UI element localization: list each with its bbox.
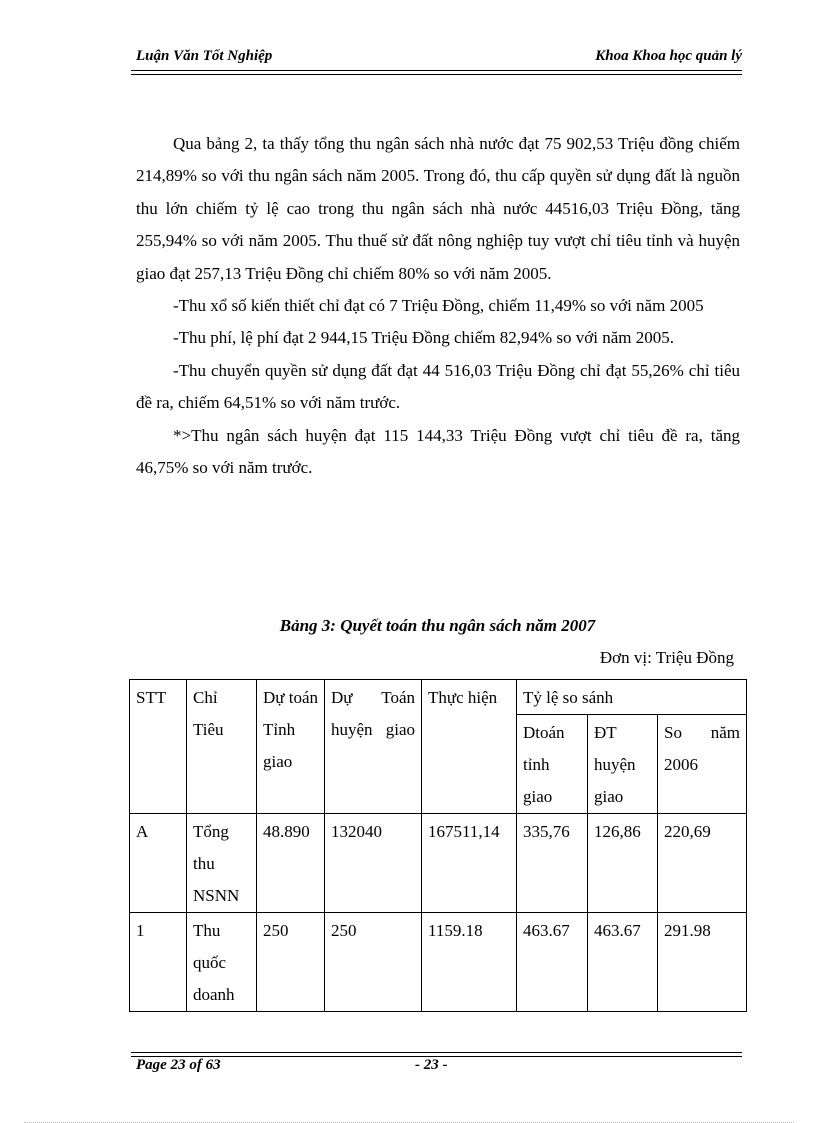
cell-stt: A bbox=[130, 814, 187, 913]
cell-chi-tieu: Thu quốc doanh bbox=[187, 913, 257, 1012]
cell-thuc-hien: 1159.18 bbox=[422, 913, 517, 1012]
table-header-row bbox=[130, 680, 747, 715]
table-title: Bảng 3: Quyết toán thu ngân sách năm 2007 bbox=[279, 616, 596, 635]
table-row bbox=[130, 913, 747, 1012]
cell-dtoan-tinh: 463.67 bbox=[517, 913, 588, 1012]
footer-page-label: Page 23 of 63 bbox=[136, 1057, 221, 1073]
footer-page-number: - 23 - bbox=[415, 1057, 448, 1073]
header-du-toan-tinh: Dự toán Tỉnh giao bbox=[257, 680, 325, 814]
cell-dt-huyen: 126,86 bbox=[588, 814, 658, 913]
cell-chi-tieu: Tổng thu NSNN bbox=[187, 814, 257, 913]
body-text bbox=[136, 128, 740, 484]
header-ty-le: Tỷ lệ so sánh bbox=[517, 680, 747, 715]
header-rule-thin bbox=[131, 74, 742, 75]
cell-so-nam: 291.98 bbox=[658, 913, 747, 1012]
cell-dt-huyen: 463.67 bbox=[588, 913, 658, 1012]
cell-stt: 1 bbox=[130, 913, 187, 1012]
header-rule bbox=[131, 70, 742, 71]
cell-du-toan-huyen: 132040 bbox=[325, 814, 422, 913]
paragraph: *>Thu ngân sách huyện đạt 115 144,33 Triệu Đồng vượt chỉ tiêu đề ra, tăng 46,75% so với năm trước. bbox=[136, 425, 740, 478]
cell-du-toan-tinh: 48.890 bbox=[257, 814, 325, 913]
cell-du-toan-tinh: 250 bbox=[257, 913, 325, 1012]
header-thuc-hien: Thực hiện bbox=[422, 680, 517, 814]
header-so-nam: So năm 2006 bbox=[658, 715, 747, 814]
header-right-title: Khoa Khoa học quản lý bbox=[595, 48, 742, 64]
cell-du-toan-huyen: 250 bbox=[325, 913, 422, 1012]
header-stt: STT bbox=[130, 680, 187, 814]
header-dtoan-tinh: Dtoán tỉnh giao bbox=[517, 715, 588, 814]
header-du-toan-huyen: Dự Toán huyện giao bbox=[325, 680, 422, 814]
header-left-title: Luận Văn Tốt Nghiệp bbox=[136, 48, 273, 64]
budget-table bbox=[129, 679, 747, 1012]
table-unit: Đơn vị: Triệu Đồng bbox=[599, 648, 734, 667]
footer-rule-thin bbox=[131, 1052, 742, 1053]
cell-dtoan-tinh: 335,76 bbox=[517, 814, 588, 913]
cell-so-nam: 220,69 bbox=[658, 814, 747, 913]
cell-thuc-hien: 167511,14 bbox=[422, 814, 517, 913]
header-dt-huyen: ĐT huyện giao bbox=[588, 715, 658, 814]
paragraph: Qua bảng 2, ta thấy tổng thu ngân sách nhà nước đạt 75 902,53 Triệu đồng chiếm 214,89% so với thu ngân sách năm 2005. Trong đó, thu cấp quyền sử dụng đất là nguồn thu lớn chiếm tỷ lệ cao trong thu ngân sách nhà nước 44516,03 Triệu Đồng, tăng 255,94% so với năm 2005. Thu thuế sử đất nông nghiệp tuy vượt chỉ tiêu tỉnh và huyện giao đạt 257,13 Triệu Đồng chỉ chiếm 80% so với năm 2005. bbox=[136, 134, 740, 283]
paragraph: -Thu phí, lệ phí đạt 2 944,15 Triệu Đồng chiếm 82,94% so với năm 2005. bbox=[173, 328, 675, 348]
header-chi-tieu: Chỉ Tiêu bbox=[187, 680, 257, 814]
table-row bbox=[130, 814, 747, 913]
paragraph: -Thu xổ số kiến thiết chỉ đạt có 7 Triệu Đồng, chiếm 11,49% so với năm 2005 bbox=[173, 296, 704, 316]
paragraph: -Thu chuyển quyền sử dụng đất đạt 44 516,03 Triệu Đồng chỉ đạt 55,26% chỉ tiêu đề ra, chiếm 64,51% so với năm trước. bbox=[136, 360, 740, 413]
